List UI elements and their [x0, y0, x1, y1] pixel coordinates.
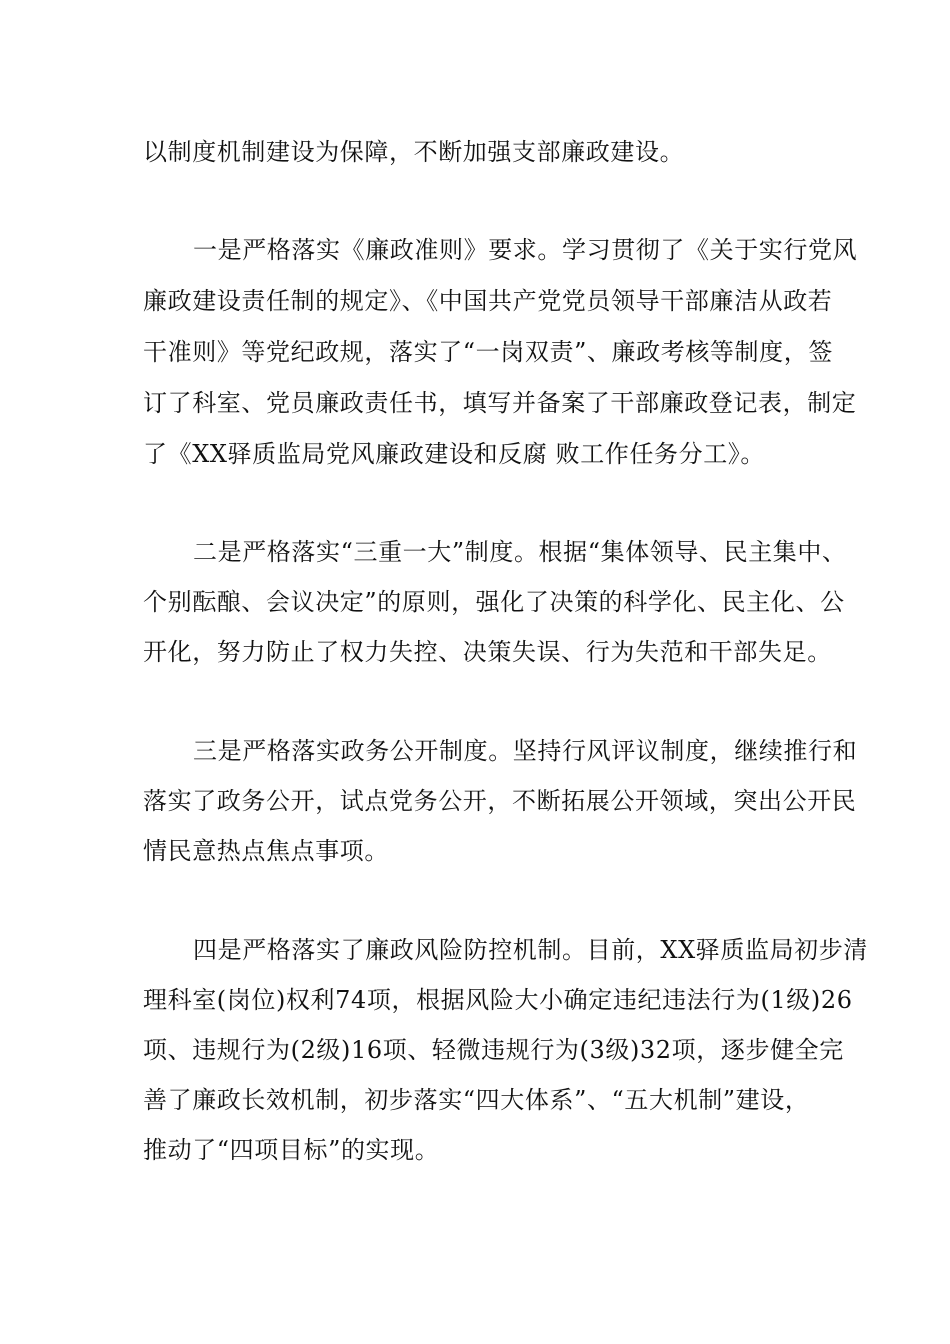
text-line-14: 理科室(岗位)权利74项，根据风险大小确定违纪违法行为(1级)26: [143, 986, 853, 1014]
text-line-2: 一是严格落实《廉政准则》要求。学习贯彻了《关于实行党风: [193, 236, 858, 264]
text-line-11: 落实了政务公开，试点党务公开，不断拓展公开领域，突出公开民: [143, 787, 857, 815]
text-line-16: 善了廉政长效机制，初步落实“四大体系”、“五大机制”建设，: [143, 1086, 810, 1114]
text-line-3: 廉政建设责任制的规定》、《中国共产党党员领导干部廉洁从政若: [143, 287, 833, 315]
text-line-5: 订了科室、党员廉政责任书，填写并备案了干部廉政登记表，制定: [143, 389, 857, 417]
text-line-8: 个别酝酿、会议决定”的原则，强化了决策的科学化、民主化、公: [143, 588, 845, 616]
text-line-12: 情民意热点焦点事项。: [143, 837, 389, 865]
text-line-13: 四是严格落实了廉政风险防控机制。目前，XX驿质监局初步清: [193, 936, 868, 964]
text-line-4: 干准则》等党纪政规，落实了“一岗双责”、廉政考核等制度，签: [143, 338, 833, 366]
text-line-6: 了《XX驿质监局党风廉政建设和反腐 败工作任务分工》。: [143, 440, 765, 468]
text-line-9: 开化，努力防止了权力失控、决策失误、行为失范和干部失足。: [143, 638, 832, 666]
text-line-10: 三是严格落实政务公开制度。坚持行风评议制度，继续推行和: [193, 737, 858, 765]
text-line-17: 推动了“四项目标”的实现。: [143, 1136, 440, 1164]
text-line-7: 二是严格落实“三重一大”制度。根据“集体领导、民主集中、: [193, 538, 847, 566]
text-line-15: 项、违规行为(2级)16项、轻微违规行为(3级)32项，逐步健全完: [143, 1036, 844, 1064]
text-line-1: 以制度机制建设为保障，不断加强支部廉政建设。: [143, 138, 685, 166]
